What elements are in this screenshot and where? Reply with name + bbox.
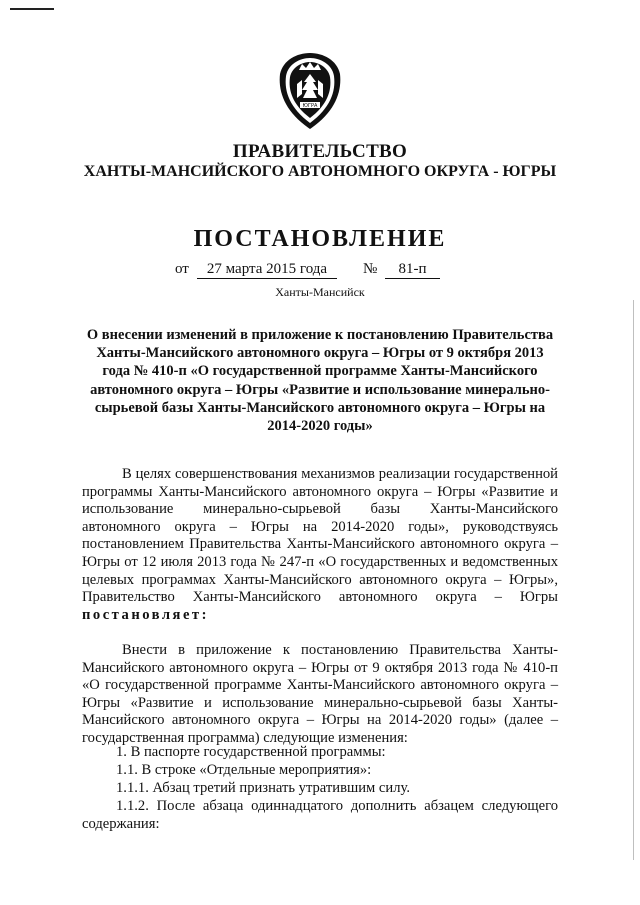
list-item: 1. В паспорте государственной программы: [116, 744, 386, 760]
document-number: 81-п [385, 261, 440, 279]
preamble-paragraph [82, 466, 558, 624]
list-item: 1.1. В строке «Отдельные мероприятия»: [116, 762, 372, 778]
preamble-text: В целях совершенствования механизмов реализации государственной программы Ханты-Мансийского автономного округа – Югры «Развитие и использование минерально-сырьевой базы Ханты-Мансийского автономного округа – Югры на 2014-2020 годы», руководствуясь постановлением Правительства Ханты-Мансийского автономного округа – Югры от 12 июля 2013 года № 247-п «О государственных и ведомственных целевых программах Ханты-Мансийского автономного округа – Югры», Правительство Ханты-Мансийского автономного округа – Югры [82, 466, 558, 606]
khmao-coat-of-arms-icon [275, 50, 345, 132]
date-label: от [175, 261, 189, 277]
main-paragraph: Внести в приложение к постановлению Правительства Ханты-Мансийского автономного округа – Югры от 9 октября 2013 года № 410-п «О государственной программе Ханты-Мансийского автономного округа – Югры «Развитие и использование минерально-сырьевой базы Ханты-Мансийского автономного округа – Югры на 2014-2020 годы» (далее – государственная программа) следующие изменения: [82, 642, 558, 746]
list-item: 1.1.1. Абзац третий признать утратившим силу. [116, 780, 410, 796]
scan-mark [10, 8, 54, 10]
svg-text:ЮГРА: ЮГРА [302, 103, 318, 110]
scan-edge-line [633, 300, 634, 860]
number-label: № [363, 261, 378, 277]
decree-word: постановляет: [82, 606, 209, 623]
document-type-title: ПОСТАНОВЛЕНИЕ [193, 226, 447, 252]
document-subject: О внесении изменений в приложение к постановлению Правительства Ханты-Мансийского автономного округа – Югры от 9 октября 2013 года № 410-п «О государственной программе Ханты-Мансийского автономного округа – Югры «Развитие и использование минерально-сырьевой базы Ханты-Мансийского автономного округа – Югры на 2014-2020 годы» [86, 327, 554, 435]
document-date: 27 марта 2015 года [197, 261, 337, 279]
document-city: Ханты-Мансийск [275, 285, 365, 299]
document-meta-line [170, 261, 470, 281]
list-item: 1.1.2. После абзаца одиннадцатого дополнить абзацем следующего содержания: [82, 798, 558, 832]
organization-title: ПРАВИТЕЛЬСТВО [232, 141, 408, 162]
organization-subtitle: ХАНТЫ-МАНСИЙСКОГО АВТОНОМНОГО ОКРУГА - ЮГРЫ [83, 163, 557, 180]
